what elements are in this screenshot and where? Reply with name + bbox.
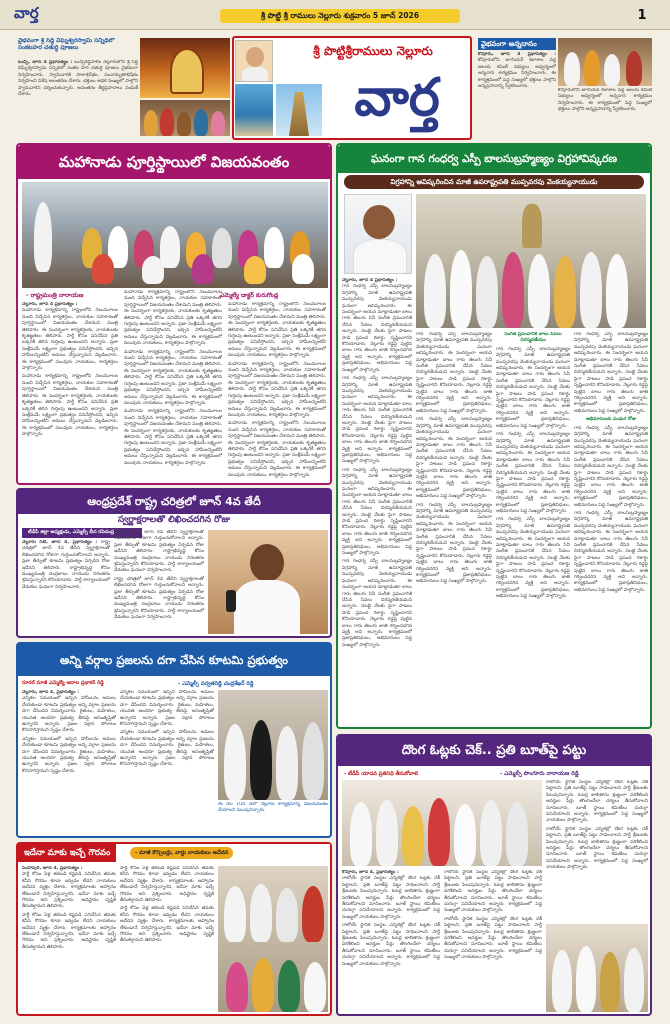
story2-text-h: గాన గంధర్వ ఎస్పీ బాలసుబ్రహ్మణ్యం విగ్రహాన్ని మాజీ ఉపరాష్ట్రపతి ముప్పవరపు వెంకయ్యనాయుడు ఘనంగా ఆవిష్కరించారు. ఈ సందర్భంగా ఆయన మాట్లాడుతూ బాలు గారు తెలుగు సినీ సంగీత ప్రపంచానికి చేసిన సేవలు చిరస్మరణీయమని అన్నారు. నలభై వేలకు పైగా పాటలు పాడి ప్రపంచ రికార్డు సృష్టించారని కొనియాడారు. నెల్లూరు గడ్డపై పుట్టిన బాలు గారు తెలుగు జాతి గర్వించదగిన వ్యక్తి అని అన్నారు. కార్యక్రమంలో ప్రజాప్రతినిధులు, అభిమానులు పెద్ద సంఖ్యలో పాల్గొన్నారు. xyxy=(496,346,570,429)
masthead-small-logo: వార్త xyxy=(14,4,39,22)
story5-dateline: కోవూరు, జూన్ 4, ప్రభానత్యం : xyxy=(342,870,399,875)
story5-text-b: రాబోయే స్థానిక సంస్థల ఎన్నికల్లో దొంగ ఓట్లకు చెక్ పెట్టాలని, ప్రతి బూత్‌పై పట్టు సాధించాలని పార్టీ శ్రేణులకు పిలుపునిచ్చారు. ఓటర్ల జాబితాను క్షుణ్ణంగా పరిశీలించి అనర్హుల పేర్లు తొలగించేలా చర్యలు తీసుకోవాలని సూచించారు. బూత్ స్థాయి కమిటీలు చురుగ్గా పనిచేయాలని అన్నారు. కార్యక్రమంలో పెద్ద సంఖ్యలో నాయకులు పాల్గొన్నారు. xyxy=(546,826,648,871)
story3-title-bar xyxy=(18,490,330,514)
story5-text-a: రాబోయే స్థానిక సంస్థల ఎన్నికల్లో దొంగ ఓట్లకు చెక్ పెట్టాలని, ప్రతి బూత్‌పై పట్టు సాధించాలని పార్టీ శ్రేణులకు పిలుపునిచ్చారు. ఓటర్ల జాబితాను క్షుణ్ణంగా పరిశీలించి అనర్హుల పేర్లు తొలగించేలా చర్యలు తీసుకోవాలని సూచించారు. బూత్ స్థాయి కమిటీలు చురుగ్గా పనిచేయాలని అన్నారు. కార్యక్రమంలో పెద్ద సంఖ్యలో నాయకులు పాల్గొన్నారు. xyxy=(546,780,648,824)
story5-byline: - టీడీపీ యాదవ ప్రతినిధి తీసుకోవాలి xyxy=(344,771,419,777)
story5-photo xyxy=(342,780,542,866)
right-top-headline: వైభవంగా అన్నదానం xyxy=(478,38,556,50)
story4-title: అన్ని వర్గాల ప్రజలను దగా చేసిన కూటమి ప్రభుత్వం xyxy=(60,653,288,667)
temple-gopuram-photo xyxy=(276,84,322,136)
story2-col4 xyxy=(574,332,648,724)
story6-col2 xyxy=(120,866,214,1012)
story2-text-d: గాన గంధర్వ ఎస్పీ బాలసుబ్రహ్మణ్యం విగ్రహాన్ని మాజీ ఉపరాష్ట్రపతి ముప్పవరపు వెంకయ్యనాయుడు ఘనంగా ఆవిష్కరించారు. ఈ సందర్భంగా ఆయన మాట్లాడుతూ బాలు గారు తెలుగు సినీ సంగీత ప్రపంచానికి చేసిన సేవలు చిరస్మరణీయమని అన్నారు. నలభై వేలకు పైగా పాటలు పాడి ప్రపంచ రికార్డు సృష్టించారని కొనియాడారు. నెల్లూరు గడ్డపై పుట్టిన బాలు గారు తెలుగు జాతి గర్వించదగిన వ్యక్తి అని అన్నారు. కార్యక్రమంలో ప్రజాప్రతినిధులు, అభిమానులు పెద్ద సంఖ్యలో పాల్గొన్నారు. xyxy=(342,559,412,648)
story2-text-a: గాన గంధర్వ ఎస్పీ బాలసుబ్రహ్మణ్యం విగ్రహాన్ని మాజీ ఉపరాష్ట్రపతి ముప్పవరపు వెంకయ్యనాయుడు ఘనంగా ఆవిష్కరించారు. ఈ సందర్భంగా ఆయన మాట్లాడుతూ బాలు గారు తెలుగు సినీ సంగీత ప్రపంచానికి చేసిన సేవలు చిరస్మరణీయమని అన్నారు. నలభై వేలకు పైగా పాటలు పాడి ప్రపంచ రికార్డు సృష్టించారని కొనియాడారు. నెల్లూరు గడ్డపై పుట్టిన బాలు గారు తెలుగు జాతి గర్వించదగిన వ్యక్తి అని అన్నారు. కార్యక్రమంలో ప్రజాప్రతినిధులు, అభిమానులు పెద్ద సంఖ్యలో పాల్గొన్నారు. xyxy=(342,284,412,373)
story3-speaker-photo xyxy=(208,530,328,634)
story1-col1 xyxy=(22,302,118,482)
story3-subtitle: స్వర్ణాక్షరాలతో లిఖించదగిన రోజు xyxy=(117,515,231,525)
story2-text-j: గాన గంధర్వ ఎస్పీ బాలసుబ్రహ్మణ్యం విగ్రహాన్ని మాజీ ఉపరాష్ట్రపతి ముప్పవరపు వెంకయ్యనాయుడు ఘనంగా ఆవిష్కరించారు. ఈ సందర్భంగా ఆయన మాట్లాడుతూ బాలు గారు తెలుగు సినీ సంగీత ప్రపంచానికి చేసిన సేవలు చిరస్మరణీయమని అన్నారు. నలభై వేలకు పైగా పాటలు పాడి ప్రపంచ రికార్డు సృష్టించారని కొనియాడారు. నెల్లూరు గడ్డపై పుట్టిన బాలు గారు తెలుగు జాతి గర్వించదగిన వ్యక్తి అని అన్నారు. కార్యక్రమంలో ప్రజాప్రతినిధులు, అభిమానులు పెద్ద సంఖ్యలో పాల్గొన్నారు. xyxy=(496,517,570,600)
venkaiah-portrait xyxy=(344,194,412,274)
story1-byline-2: ఎమ్మెల్యే డాక్టర్ కురుగొండ్ల xyxy=(220,292,279,299)
story4-byline: రూరల్ మాజీ ఎమ్మెల్యే ఆదాల ప్రభాకర్ రెడ్డి xyxy=(22,680,104,686)
story5-photo-2 xyxy=(546,924,648,1012)
story4-text-c: ఎన్నికల సమయంలో ఇచ్చిన హామీలను అమలు చేయకుండా కూటమి ప్రభుత్వం అన్ని వర్గాల ప్రజలను దగా చేసిందని విమర్శించారు. రైతులు, మహిళలు, యువత అందరూ ప్రభుత్వ తీరుపై అసంతృప్తితో ఉన్నారని అన్నారు. ప్రజల పక్షాన పోరాటం కొనసాగిస్తామని స్పష్టం చేశారు. xyxy=(120,690,214,728)
story6-subtitle: - మాజీ కౌన్సిలర్లు, వార్డు నాయకులు ఆవేదన xyxy=(130,847,233,859)
story4-col1 xyxy=(22,690,116,834)
story2-text-f: గాన గంధర్వ ఎస్పీ బాలసుబ్రహ్మణ్యం విగ్రహాన్ని మాజీ ఉపరాష్ట్రపతి ముప్పవరపు వెంకయ్యనాయుడు ఘనంగా ఆవిష్కరించారు. ఈ సందర్భంగా ఆయన మాట్లాడుతూ బాలు గారు తెలుగు సినీ సంగీత ప్రపంచానికి చేసిన సేవలు చిరస్మరణీయమని అన్నారు. నలభై వేలకు పైగా పాటలు పాడి ప్రపంచ రికార్డు సృష్టించారని కొనియాడారు. నెల్లూరు గడ్డపై పుట్టిన బాలు గారు తెలుగు జాతి గర్వించదగిన వ్యక్తి అని అన్నారు. కార్యక్రమంలో ప్రజాప్రతినిధులు, అభిమానులు పెద్ద సంఖ్యలో పాల్గొన్నారు. xyxy=(416,417,492,500)
story1-text: మహానాడు కార్యక్రమాన్ని రాష్ట్రంలోని నలుమూలల నుంచి విచ్చేసిన కార్యకర్తలు, నాయకుల సహకారంతో పూర్తిస్థాయిలో విజయవంతం చేశామని మంత్రి తెలిపారు. ఈ సందర్భంగా కార్యకర్తలకు, నాయకులకు కృతజ్ఞతలు తెలిపారు. పార్టీ కోసం పనిచేసిన ప్రతి ఒక్కరికీ తగిన గుర్తింపు ఉంటుందని అన్నారు. ప్రజా సంక్షేమమే లక్ష్యంగా ప్రభుత్వం పనిచేస్తోందని, ఇచ్చిన హామీలన్నింటినీ అమలు చేస్తున్నామని వెల్లడించారు. ఈ కార్యక్రమంలో పలువురు నాయకులు, కార్యకర్తలు పాల్గొన్నారు. xyxy=(22,308,118,372)
story1-col2 xyxy=(124,290,222,482)
story3-col1 xyxy=(22,540,110,634)
story3-byline: టీడీపీ జిల్లా అధ్యక్షుడు, ఎమ్మెల్సీ బీద రవిచంద్ర xyxy=(22,528,142,538)
story1-text-h: మహానాడు కార్యక్రమాన్ని రాష్ట్రంలోని నలుమూలల నుంచి విచ్చేసిన కార్యకర్తలు, నాయకుల సహకారంతో పూర్తిస్థాయిలో విజయవంతం చేశామని మంత్రి తెలిపారు. ఈ సందర్భంగా కార్యకర్తలకు, నాయకులకు కృతజ్ఞతలు తెలిపారు. పార్టీ కోసం పనిచేసిన ప్రతి ఒక్కరికీ తగిన గుర్తింపు ఉంటుందని అన్నారు. ప్రజా సంక్షేమమే లక్ష్యంగా ప్రభుత్వం పనిచేస్తోందని, ఇచ్చిన హామీలన్నింటినీ అమలు చేస్తున్నామని వెల్లడించారు. ఈ కార్యక్రమంలో పలువురు నాయకులు, కార్యకర్తలు పాల్గొన్నారు. xyxy=(228,421,326,478)
story4-dateline: నెల్లూరు, జూన్ 4, ప్రభానత్యం : xyxy=(22,690,80,695)
story5-col-right xyxy=(546,780,648,920)
story5-text-c: రాబోయే స్థానిక సంస్థల ఎన్నికల్లో దొంగ ఓట్లకు చెక్ పెట్టాలని, ప్రతి బూత్‌పై పట్టు సాధించాలని పార్టీ శ్రేణులకు పిలుపునిచ్చారు. ఓటర్ల జాబితాను క్షుణ్ణంగా పరిశీలించి అనర్హుల పేర్లు తొలగించేలా చర్యలు తీసుకోవాలని సూచించారు. బూత్ స్థాయి కమిటీలు చురుగ్గా పనిచేయాలని అన్నారు. కార్యక్రమంలో పెద్ద సంఖ్యలో నాయకులు పాల్గొన్నారు. xyxy=(342,876,440,920)
story2-text-c: గాన గంధర్వ ఎస్పీ బాలసుబ్రహ్మణ్యం విగ్రహాన్ని మాజీ ఉపరాష్ట్రపతి ముప్పవరపు వెంకయ్యనాయుడు ఘనంగా ఆవిష్కరించారు. ఈ సందర్భంగా ఆయన మాట్లాడుతూ బాలు గారు తెలుగు సినీ సంగీత ప్రపంచానికి చేసిన సేవలు చిరస్మరణీయమని అన్నారు. నలభై వేలకు పైగా పాటలు పాడి ప్రపంచ రికార్డు సృష్టించారని కొనియాడారు. నెల్లూరు గడ్డపై పుట్టిన బాలు గారు తెలుగు జాతి గర్వించదగిన వ్యక్తి అని అన్నారు. కార్యక్రమంలో ప్రజాప్రతినిధులు, అభిమానులు పెద్ద సంఖ్యలో పాల్గొన్నారు. xyxy=(342,467,412,557)
story2-col1 xyxy=(342,278,412,724)
story6-text-a: పార్టీ కోసం ఏళ్ల తరబడి కష్టపడి పనిచేసిన తమకు కనీస గౌరవం కూడా ఇవ్వడం లేదని నాయకులు ఆవేదన వ్యక్తం చేశారు. కార్యక్రమాలకు ఆహ్వానం లేకుండానే నిర్వహిస్తున్నారని, ఇదేనా మాకు ఇచ్చే గౌరవం అని ప్రశ్నించారు. అధిష్టానం దృష్టికి తీసుకెళ్తామని తెలిపారు. xyxy=(22,872,116,910)
founder-portrait xyxy=(235,40,273,82)
temple-idol-photo xyxy=(140,38,230,98)
story2-col2 xyxy=(416,332,492,724)
story1-col3 xyxy=(228,302,326,482)
story3-text-b: రాష్ట్ర చరిత్రలో జూన్ 4వ తేదీని స్వర్ణాక్షరాలతో లిఖించదగిన రోజుగా గుర్తుంచుకోవాలని అన్నారు. ప్రజా తీర్పుతో కూటమి ప్రభుత్వం ఏర్పడిన రోజు ఇదేనని తెలిపారు. రాష్ట్రాభివృద్ధి కోసం ముఖ్యమంత్రి చంద్రబాబు నాయుడు నిరంతరం శ్రమిస్తున్నారని కొనియాడారు. పార్టీ కార్యాలయంలో వేడుకలు ఘనంగా నిర్వహించారు. xyxy=(114,530,204,574)
story2-text-b: గాన గంధర్వ ఎస్పీ బాలసుబ్రహ్మణ్యం విగ్రహాన్ని మాజీ ఉపరాష్ట్రపతి ముప్పవరపు వెంకయ్యనాయుడు ఘనంగా ఆవిష్కరించారు. ఈ సందర్భంగా ఆయన మాట్లాడుతూ బాలు గారు తెలుగు సినీ సంగీత ప్రపంచానికి చేసిన సేవలు చిరస్మరణీయమని అన్నారు. నలభై వేలకు పైగా పాటలు పాడి ప్రపంచ రికార్డు సృష్టించారని కొనియాడారు. నెల్లూరు గడ్డపై పుట్టిన బాలు గారు తెలుగు జాతి గర్వించదగిన వ్యక్తి అని అన్నారు. కార్యక్రమంలో ప్రజాప్రతినిధులు, అభిమానులు పెద్ద సంఖ్యలో పాల్గొన్నారు. xyxy=(342,376,412,465)
city-landmark-photo xyxy=(235,84,273,136)
temple-crowd-photo xyxy=(140,100,230,136)
story2-title-bar xyxy=(338,145,650,173)
story5-col2 xyxy=(444,870,542,1012)
story6-title-bar xyxy=(18,844,330,862)
story4-col2 xyxy=(120,690,214,834)
story3-text-a: రాష్ట్ర చరిత్రలో జూన్ 4వ తేదీని స్వర్ణాక్షరాలతో లిఖించదగిన రోజుగా గుర్తుంచుకోవాలని అన్నారు. ప్రజా తీర్పుతో కూటమి ప్రభుత్వం ఏర్పడిన రోజు ఇదేనని తెలిపారు. రాష్ట్రాభివృద్ధి కోసం ముఖ్యమంత్రి చంద్రబాబు నాయుడు నిరంతరం శ్రమిస్తున్నారని కొనియాడారు. పార్టీ కార్యాలయంలో వేడుకలు ఘనంగా నిర్వహించారు. xyxy=(22,540,110,590)
story3-col2 xyxy=(114,530,204,634)
date-banner: శ్రీ పొట్టి శ్రీ రాములు నెల్లూరు శుక్రవారం 5 జూన్ 2026 xyxy=(220,9,460,23)
left-top-body xyxy=(18,60,138,136)
story1-text-g: మహానాడు కార్యక్రమాన్ని రాష్ట్రంలోని నలుమూలల నుంచి విచ్చేసిన కార్యకర్తలు, నాయకుల సహకారంతో పూర్తిస్థాయిలో విజయవంతం చేశామని మంత్రి తెలిపారు. ఈ సందర్భంగా కార్యకర్తలకు, నాయకులకు కృతజ్ఞతలు తెలిపారు. పార్టీ కోసం పనిచేసిన ప్రతి ఒక్కరికీ తగిన గుర్తింపు ఉంటుందని అన్నారు. ప్రజా సంక్షేమమే లక్ష్యంగా ప్రభుత్వం పనిచేస్తోందని, ఇచ్చిన హామీలన్నింటినీ అమలు చేస్తున్నామని వెల్లడించారు. ఈ కార్యక్రమంలో పలువురు నాయకులు, కార్యకర్తలు పాల్గొన్నారు. xyxy=(228,361,326,418)
left-top-dateline: బుచ్చి, జూన్ 4 ప్రభానత్యం : xyxy=(18,60,73,65)
story4-text-b: ఎన్నికల సమయంలో ఇచ్చిన హామీలను అమలు చేయకుండా కూటమి ప్రభుత్వం అన్ని వర్గాల ప్రజలను దగా చేసిందని విమర్శించారు. రైతులు, మహిళలు, యువత అందరూ ప్రభుత్వ తీరుపై అసంతృప్తితో ఉన్నారని అన్నారు. ప్రజల పక్షాన పోరాటం కొనసాగిస్తామని స్పష్టం చేశారు. xyxy=(22,736,116,774)
story5-col1 xyxy=(342,870,440,1012)
story2-text-l: గాన గంధర్వ ఎస్పీ బాలసుబ్రహ్మణ్యం విగ్రహాన్ని మాజీ ఉపరాష్ట్రపతి ముప్పవరపు వెంకయ్యనాయుడు ఘనంగా ఆవిష్కరించారు. ఈ సందర్భంగా ఆయన మాట్లాడుతూ బాలు గారు తెలుగు సినీ సంగీత ప్రపంచానికి చేసిన సేవలు చిరస్మరణీయమని అన్నారు. నలభై వేలకు పైగా పాటలు పాడి ప్రపంచ రికార్డు సృష్టించారని కొనియాడారు. నెల్లూరు గడ్డపై పుట్టిన బాలు గారు తెలుగు జాతి గర్వించదగిన వ్యక్తి అని అన్నారు. కార్యక్రమంలో ప్రజాప్రతినిధులు, అభిమానులు పెద్ద సంఖ్యలో పాల్గొన్నారు. xyxy=(574,425,648,508)
right-top-body xyxy=(478,52,556,138)
story1-text-e: మహానాడు కార్యక్రమాన్ని రాష్ట్రంలోని నలుమూలల నుంచి విచ్చేసిన కార్యకర్తలు, నాయకుల సహకారంతో పూర్తిస్థాయిలో విజయవంతం చేశామని మంత్రి తెలిపారు. ఈ సందర్భంగా కార్యకర్తలకు, నాయకులకు కృతజ్ఞతలు తెలిపారు. పార్టీ కోసం పనిచేసిన ప్రతి ఒక్కరికీ తగిన గుర్తింపు ఉంటుందని అన్నారు. ప్రజా సంక్షేమమే లక్ష్యంగా ప్రభుత్వం పనిచేస్తోందని, ఇచ్చిన హామీలన్నింటినీ అమలు చేస్తున్నామని వెల్లడించారు. ఈ కార్యక్రమంలో పలువురు నాయకులు, కార్యకర్తలు పాల్గొన్నారు. xyxy=(124,409,222,466)
story1-title: మహానాడు పూర్తిస్థాయిలో విజయవంతం xyxy=(58,153,290,171)
story3-title: ఆంధ్రప్రదేశ్ రాష్ట్ర చరిత్రలో జూన్ 4వ తేదీ xyxy=(87,495,261,508)
story4-title-bar xyxy=(18,644,330,676)
story4-photo xyxy=(218,690,328,800)
right-top-text: కోవూరులోని జూనియర్ కళాశాల వద్ద ఆలయ కమిటీ సభ్యులు ఆధ్వర్యంలో అన్నదాన కార్యక్రమం నిర్వహించారు. ఈ కార్యక్రమంలో పెద్ద సంఖ్యలో భక్తులు పాల్గొని అన్నప్రసాదాన్ని స్వీకరించారు. xyxy=(478,58,556,90)
masthead-title-line: శ్రీ పొట్టిశ్రీరాములు నెల్లూరు xyxy=(313,44,433,58)
story2-text-e: గాన గంధర్వ ఎస్పీ బాలసుబ్రహ్మణ్యం విగ్రహాన్ని మాజీ ఉపరాష్ట్రపతి ముప్పవరపు వెంకయ్యనాయుడు ఘనంగా ఆవిష్కరించారు. ఈ సందర్భంగా ఆయన మాట్లాడుతూ బాలు గారు తెలుగు సినీ సంగీత ప్రపంచానికి చేసిన సేవలు చిరస్మరణీయమని అన్నారు. నలభై వేలకు పైగా పాటలు పాడి ప్రపంచ రికార్డు సృష్టించారని కొనియాడారు. నెల్లూరు గడ్డపై పుట్టిన బాలు గారు తెలుగు జాతి గర్వించదగిన వ్యక్తి అని అన్నారు. కార్యక్రమంలో ప్రజాప్రతినిధులు, అభిమానులు పెద్ద సంఖ్యలో పాల్గొన్నారు. xyxy=(416,332,492,414)
story5-byline-2: - ఎమ్మెల్సీ పొంగూరు నారాయణ రెడ్డి xyxy=(500,771,579,777)
story2-text-m: గాన గంధర్వ ఎస్పీ బాలసుబ్రహ్మణ్యం విగ్రహాన్ని మాజీ ఉపరాష్ట్రపతి ముప్పవరపు వెంకయ్యనాయుడు ఘనంగా ఆవిష్కరించారు. ఈ సందర్భంగా ఆయన మాట్లాడుతూ బాలు గారు తెలుగు సినీ సంగీత ప్రపంచానికి చేసిన సేవలు చిరస్మరణీయమని అన్నారు. నలభై వేలకు పైగా పాటలు పాడి ప్రపంచ రికార్డు సృష్టించారని కొనియాడారు. నెల్లూరు గడ్డపై పుట్టిన బాలు గారు తెలుగు జాతి గర్వించదగిన వ్యక్తి అని అన్నారు. కార్యక్రమంలో ప్రజాప్రతినిధులు, అభిమానులు పెద్ద సంఖ్యలో పాల్గొన్నారు. xyxy=(574,510,648,593)
story6-photo xyxy=(218,866,328,1012)
story1-text-b: మహానాడు కార్యక్రమాన్ని రాష్ట్రంలోని నలుమూలల నుంచి విచ్చేసిన కార్యకర్తలు, నాయకుల సహకారంతో పూర్తిస్థాయిలో విజయవంతం చేశామని మంత్రి తెలిపారు. ఈ సందర్భంగా కార్యకర్తలకు, నాయకులకు కృతజ్ఞతలు తెలిపారు. పార్టీ కోసం పనిచేసిన ప్రతి ఒక్కరికీ తగిన గుర్తింపు ఉంటుందని అన్నారు. ప్రజా సంక్షేమమే లక్ష్యంగా ప్రభుత్వం పనిచేస్తోందని, ఇచ్చిన హామీలన్నింటినీ అమలు చేస్తున్నామని వెల్లడించారు. ఈ కార్యక్రమంలో పలువురు నాయకులు, కార్యకర్తలు పాల్గొన్నారు. xyxy=(22,374,118,438)
story2-dateline: నెల్లూరు, జూన్ 4 ప్రభానత్యం : xyxy=(342,278,398,283)
annadanam-photo xyxy=(558,38,652,86)
story6-dateline: సింహపురి, జూన్ 4, ప్రభానత్యం : xyxy=(22,866,83,871)
story4-caption: ఈ నెల 10న చలో నెల్లూరు కార్యక్రమాన్ని విజయవంతం చేయాలని పిలుపునిచ్చారు. xyxy=(218,802,328,814)
story3-text-c: రాష్ట్ర చరిత్రలో జూన్ 4వ తేదీని స్వర్ణాక్షరాలతో లిఖించదగిన రోజుగా గుర్తుంచుకోవాలని అన్నారు. ప్రజా తీర్పుతో కూటమి ప్రభుత్వం ఏర్పడిన రోజు ఇదేనని తెలిపారు. రాష్ట్రాభివృద్ధి కోసం ముఖ్యమంత్రి చంద్రబాబు నాయుడు నిరంతరం శ్రమిస్తున్నారని కొనియాడారు. పార్టీ కార్యాలయంలో వేడుకలు ఘనంగా నిర్వహించారు. xyxy=(114,576,204,621)
story6-text-b: పార్టీ కోసం ఏళ్ల తరబడి కష్టపడి పనిచేసిన తమకు కనీస గౌరవం కూడా ఇవ్వడం లేదని నాయకులు ఆవేదన వ్యక్తం చేశారు. కార్యక్రమాలకు ఆహ్వానం లేకుండానే నిర్వహిస్తున్నారని, ఇదేనా మాకు ఇచ్చే గౌరవం అని ప్రశ్నించారు. అధిష్టానం దృష్టికి తీసుకెళ్తామని తెలిపారు. xyxy=(22,912,116,950)
story2-text-i: గాన గంధర్వ ఎస్పీ బాలసుబ్రహ్మణ్యం విగ్రహాన్ని మాజీ ఉపరాష్ట్రపతి ముప్పవరపు వెంకయ్యనాయుడు ఘనంగా ఆవిష్కరించారు. ఈ సందర్భంగా ఆయన మాట్లాడుతూ బాలు గారు తెలుగు సినీ సంగీత ప్రపంచానికి చేసిన సేవలు చిరస్మరణీయమని అన్నారు. నలభై వేలకు పైగా పాటలు పాడి ప్రపంచ రికార్డు సృష్టించారని కొనియాడారు. నెల్లూరు గడ్డపై పుట్టిన బాలు గారు తెలుగు జాతి గర్వించదగిన వ్యక్తి అని అన్నారు. కార్యక్రమంలో ప్రజాప్రతినిధులు, అభిమానులు పెద్ద సంఖ్యలో పాల్గొన్నారు. xyxy=(496,432,570,514)
story2-title: ఘనంగా గాన గంధర్వ ఎస్పీ బాలసుబ్రహ్మణ్యం విగ్రహావిష్కరణ xyxy=(370,153,618,165)
story1-title-bar xyxy=(18,145,330,179)
story4-text-a: ఎన్నికల సమయంలో ఇచ్చిన హామీలను అమలు చేయకుండా కూటమి ప్రభుత్వం అన్ని వర్గాల ప్రజలను దగా చేసిందని విమర్శించారు. రైతులు, మహిళలు, యువత అందరూ ప్రభుత్వ తీరుపై అసంతృప్తితో ఉన్నారని అన్నారు. ప్రజల పక్షాన పోరాటం కొనసాగిస్తామని స్పష్టం చేశారు. xyxy=(22,696,116,734)
story1-text-f: మహానాడు కార్యక్రమాన్ని రాష్ట్రంలోని నలుమూలల నుంచి విచ్చేసిన కార్యకర్తలు, నాయకుల సహకారంతో పూర్తిస్థాయిలో విజయవంతం చేశామని మంత్రి తెలిపారు. ఈ సందర్భంగా కార్యకర్తలకు, నాయకులకు కృతజ్ఞతలు తెలిపారు. పార్టీ కోసం పనిచేసిన ప్రతి ఒక్కరికీ తగిన గుర్తింపు ఉంటుందని అన్నారు. ప్రజా సంక్షేమమే లక్ష్యంగా ప్రభుత్వం పనిచేస్తోందని, ఇచ్చిన హామీలన్నింటినీ అమలు చేస్తున్నామని వెల్లడించారు. ఈ కార్యక్రమంలో పలువురు నాయకులు, కార్యకర్తలు పాల్గొన్నారు. xyxy=(228,302,326,359)
story5-text-f: రాబోయే స్థానిక సంస్థల ఎన్నికల్లో దొంగ ఓట్లకు చెక్ పెట్టాలని, ప్రతి బూత్‌పై పట్టు సాధించాలని పార్టీ శ్రేణులకు పిలుపునిచ్చారు. ఓటర్ల జాబితాను క్షుణ్ణంగా పరిశీలించి అనర్హుల పేర్లు తొలగించేలా చర్యలు తీసుకోవాలని సూచించారు. బూత్ స్థాయి కమిటీలు చురుగ్గా పనిచేయాలని అన్నారు. కార్యక్రమంలో పెద్ద సంఖ్యలో నాయకులు పాల్గొన్నారు. xyxy=(444,916,542,961)
story1-dateline: నెల్లూరు, జూన్ 4 ప్రభానత్యం : xyxy=(22,302,78,307)
story6-col1 xyxy=(22,866,116,1012)
left-top-text: బుచ్చిరెడ్డిపాలెం నెల్లూరులోని శ్రీ సిద్ధి విఘ్నేశ్వరస్వామి సన్నిధిలో సంకట హర చతుర్ధి పూజలు వైభవంగా నిర్వహించారు. స్వామివారికి పాలాభిషేకం, పంచామృతాభిషేకం నిర్వహించి విశేష అలంకరణ చేశారు. భక్తులు అధిక సంఖ్యలో పాల్గొని స్వామివారిని దర్శించుకున్నారు. అనంతరం తీర్థప్రసాదాలు పంపిణీ చేశారు. xyxy=(18,60,138,98)
right-top-text-cont: కోవూరులోని జూనియర్ కళాశాల వద్ద ఆలయ కమిటీ సభ్యులు ఆధ్వర్యంలో అన్నదాన కార్యక్రమం నిర్వహించారు. ఈ కార్యక్రమంలో పెద్ద సంఖ్యలో భక్తులు పాల్గొని అన్నప్రసాదాన్ని స్వీకరించారు. xyxy=(558,88,652,113)
story5-text-d: రాబోయే స్థానిక సంస్థల ఎన్నికల్లో దొంగ ఓట్లకు చెక్ పెట్టాలని, ప్రతి బూత్‌పై పట్టు సాధించాలని పార్టీ శ్రేణులకు పిలుపునిచ్చారు. ఓటర్ల జాబితాను క్షుణ్ణంగా పరిశీలించి అనర్హుల పేర్లు తొలగించేలా చర్యలు తీసుకోవాలని సూచించారు. బూత్ స్థాయి కమిటీలు చురుగ్గా పనిచేయాలని అన్నారు. కార్యక్రమంలో పెద్ద సంఖ్యలో నాయకులు పాల్గొన్నారు. xyxy=(342,923,440,967)
story2-sub-headline-1: సంగీత ప్రపంచానికి బాలు సేవలు చిరస్మరణీయం xyxy=(504,332,562,344)
story2-text-k: గాన గంధర్వ ఎస్పీ బాలసుబ్రహ్మణ్యం విగ్రహాన్ని మాజీ ఉపరాష్ట్రపతి ముప్పవరపు వెంకయ్యనాయుడు ఘనంగా ఆవిష్కరించారు. ఈ సందర్భంగా ఆయన మాట్లాడుతూ బాలు గారు తెలుగు సినీ సంగీత ప్రపంచానికి చేసిన సేవలు చిరస్మరణీయమని అన్నారు. నలభై వేలకు పైగా పాటలు పాడి ప్రపంచ రికార్డు సృష్టించారని కొనియాడారు. నెల్లూరు గడ్డపై పుట్టిన బాలు గారు తెలుగు జాతి గర్వించదగిన వ్యక్తి అని అన్నారు. కార్యక్రమంలో ప్రజాప్రతినిధులు, అభిమానులు పెద్ద సంఖ్యలో పాల్గొన్నారు. xyxy=(574,332,648,414)
story2-subtitle: విగ్రహాన్ని ఆవిష్కరించిన మాజీ ఉపరాష్ట్రపతి ముప్పవరపు వెంకయ్యనాయుడు xyxy=(344,175,644,189)
story5-title-bar xyxy=(338,736,650,766)
story1-text-d: మహానాడు కార్యక్రమాన్ని రాష్ట్రంలోని నలుమూలల నుంచి విచ్చేసిన కార్యకర్తలు, నాయకుల సహకారంతో పూర్తిస్థాయిలో విజయవంతం చేశామని మంత్రి తెలిపారు. ఈ సందర్భంగా కార్యకర్తలకు, నాయకులకు కృతజ్ఞతలు తెలిపారు. పార్టీ కోసం పనిచేసిన ప్రతి ఒక్కరికీ తగిన గుర్తింపు ఉంటుందని అన్నారు. ప్రజా సంక్షేమమే లక్ష్యంగా ప్రభుత్వం పనిచేస్తోందని, ఇచ్చిన హామీలన్నింటినీ అమలు చేస్తున్నామని వెల్లడించారు. ఈ కార్యక్రమంలో పలువురు నాయకులు, కార్యకర్తలు పాల్గొన్నారు. xyxy=(124,349,222,406)
story2-sub-headline-2: అభిమానులకు పండుగ రోజు xyxy=(585,417,637,423)
story2-text-g: గాన గంధర్వ ఎస్పీ బాలసుబ్రహ్మణ్యం విగ్రహాన్ని మాజీ ఉపరాష్ట్రపతి ముప్పవరపు వెంకయ్యనాయుడు ఘనంగా ఆవిష్కరించారు. ఈ సందర్భంగా ఆయన మాట్లాడుతూ బాలు గారు తెలుగు సినీ సంగీత ప్రపంచానికి చేసిన సేవలు చిరస్మరణీయమని అన్నారు. నలభై వేలకు పైగా పాటలు పాడి ప్రపంచ రికార్డు సృష్టించారని కొనియాడారు. నెల్లూరు గడ్డపై పుట్టిన బాలు గారు తెలుగు జాతి గర్వించదగిన వ్యక్తి అని అన్నారు. కార్యక్రమంలో ప్రజాప్రతినిధులు, అభిమానులు పెద్ద సంఖ్యలో పాల్గొన్నారు. xyxy=(416,502,492,585)
story2-col3 xyxy=(496,332,570,724)
story5-text-e: రాబోయే స్థానిక సంస్థల ఎన్నికల్లో దొంగ ఓట్లకు చెక్ పెట్టాలని, ప్రతి బూత్‌పై పట్టు సాధించాలని పార్టీ శ్రేణులకు పిలుపునిచ్చారు. ఓటర్ల జాబితాను క్షుణ్ణంగా పరిశీలించి అనర్హుల పేర్లు తొలగించేలా చర్యలు తీసుకోవాలని సూచించారు. బూత్ స్థాయి కమిటీలు చురుగ్గా పనిచేయాలని అన్నారు. కార్యక్రమంలో పెద్ద సంఖ్యలో నాయకులు పాల్గొన్నారు. xyxy=(444,870,542,914)
story1-text-c: మహానాడు కార్యక్రమాన్ని రాష్ట్రంలోని నలుమూలల నుంచి విచ్చేసిన కార్యకర్తలు, నాయకుల సహకారంతో పూర్తిస్థాయిలో విజయవంతం చేశామని మంత్రి తెలిపారు. ఈ సందర్భంగా కార్యకర్తలకు, నాయకులకు కృతజ్ఞతలు తెలిపారు. పార్టీ కోసం పనిచేసిన ప్రతి ఒక్కరికీ తగిన గుర్తింపు ఉంటుందని అన్నారు. ప్రజా సంక్షేమమే లక్ష్యంగా ప్రభుత్వం పనిచేస్తోందని, ఇచ్చిన హామీలన్నింటినీ అమలు చేస్తున్నామని వెల్లడించారు. ఈ కార్యక్రమంలో పలువురు నాయకులు, కార్యకర్తలు పాల్గొన్నారు. xyxy=(124,290,222,347)
story1-photo xyxy=(22,182,328,288)
right-top-dateline: కోవూరు, జూన్ 4 ప్రభానత్యం : xyxy=(478,52,556,57)
left-top-headline: వైభవంగా శ్రీ సిద్ది విఘ్నేశ్వరస్వామి సన్నిధిలో సంకటహర చతుర్ధి పూజలు xyxy=(18,38,115,51)
story4-byline-2: - ఎమ్మెల్సీ పర్వతరెడ్డి చంద్రశేఖర్ రెడ్డి xyxy=(178,681,254,687)
story4-text-d: ఎన్నికల సమయంలో ఇచ్చిన హామీలను అమలు చేయకుండా కూటమి ప్రభుత్వం అన్ని వర్గాల ప్రజలను దగా చేసిందని విమర్శించారు. రైతులు, మహిళలు, యువత అందరూ ప్రభుత్వ తీరుపై అసంతృప్తితో ఉన్నారని అన్నారు. ప్రజల పక్షాన పోరాటం కొనసాగిస్తామని స్పష్టం చేశారు. xyxy=(120,730,214,768)
story3-dateline: నెల్లూరు సిటీ, జూన్ 4, ప్రభానత్యం : xyxy=(22,540,98,545)
story5-title: దొంగ ఓట్లకు చెక్.. ప్రతి బూత్‌పై పట్టు xyxy=(401,743,587,758)
masthead-logo: వార్త xyxy=(354,67,440,128)
page-number: 1 xyxy=(637,8,647,23)
right-top-body-cont xyxy=(558,88,652,138)
statue-unveiling-photo xyxy=(416,194,646,328)
story6-title: ఇదేనా మాకు ఇచ్చే గౌరవం xyxy=(18,844,116,862)
story1-byline: - రాష్ట్రమంత్రి నారాయణ xyxy=(26,292,84,299)
story6-text-c: పార్టీ కోసం ఏళ్ల తరబడి కష్టపడి పనిచేసిన తమకు కనీస గౌరవం కూడా ఇవ్వడం లేదని నాయకులు ఆవేదన వ్యక్తం చేశారు. కార్యక్రమాలకు ఆహ్వానం లేకుండానే నిర్వహిస్తున్నారని, ఇదేనా మాకు ఇచ్చే గౌరవం అని ప్రశ్నించారు. అధిష్టానం దృష్టికి తీసుకెళ్తామని తెలిపారు. xyxy=(120,866,214,904)
story6-text-d: పార్టీ కోసం ఏళ్ల తరబడి కష్టపడి పనిచేసిన తమకు కనీస గౌరవం కూడా ఇవ్వడం లేదని నాయకులు ఆవేదన వ్యక్తం చేశారు. కార్యక్రమాలకు ఆహ్వానం లేకుండానే నిర్వహిస్తున్నారని, ఇదేనా మాకు ఇచ్చే గౌరవం అని ప్రశ్నించారు. అధిష్టానం దృష్టికి తీసుకెళ్తామని తెలిపారు. xyxy=(120,906,214,944)
